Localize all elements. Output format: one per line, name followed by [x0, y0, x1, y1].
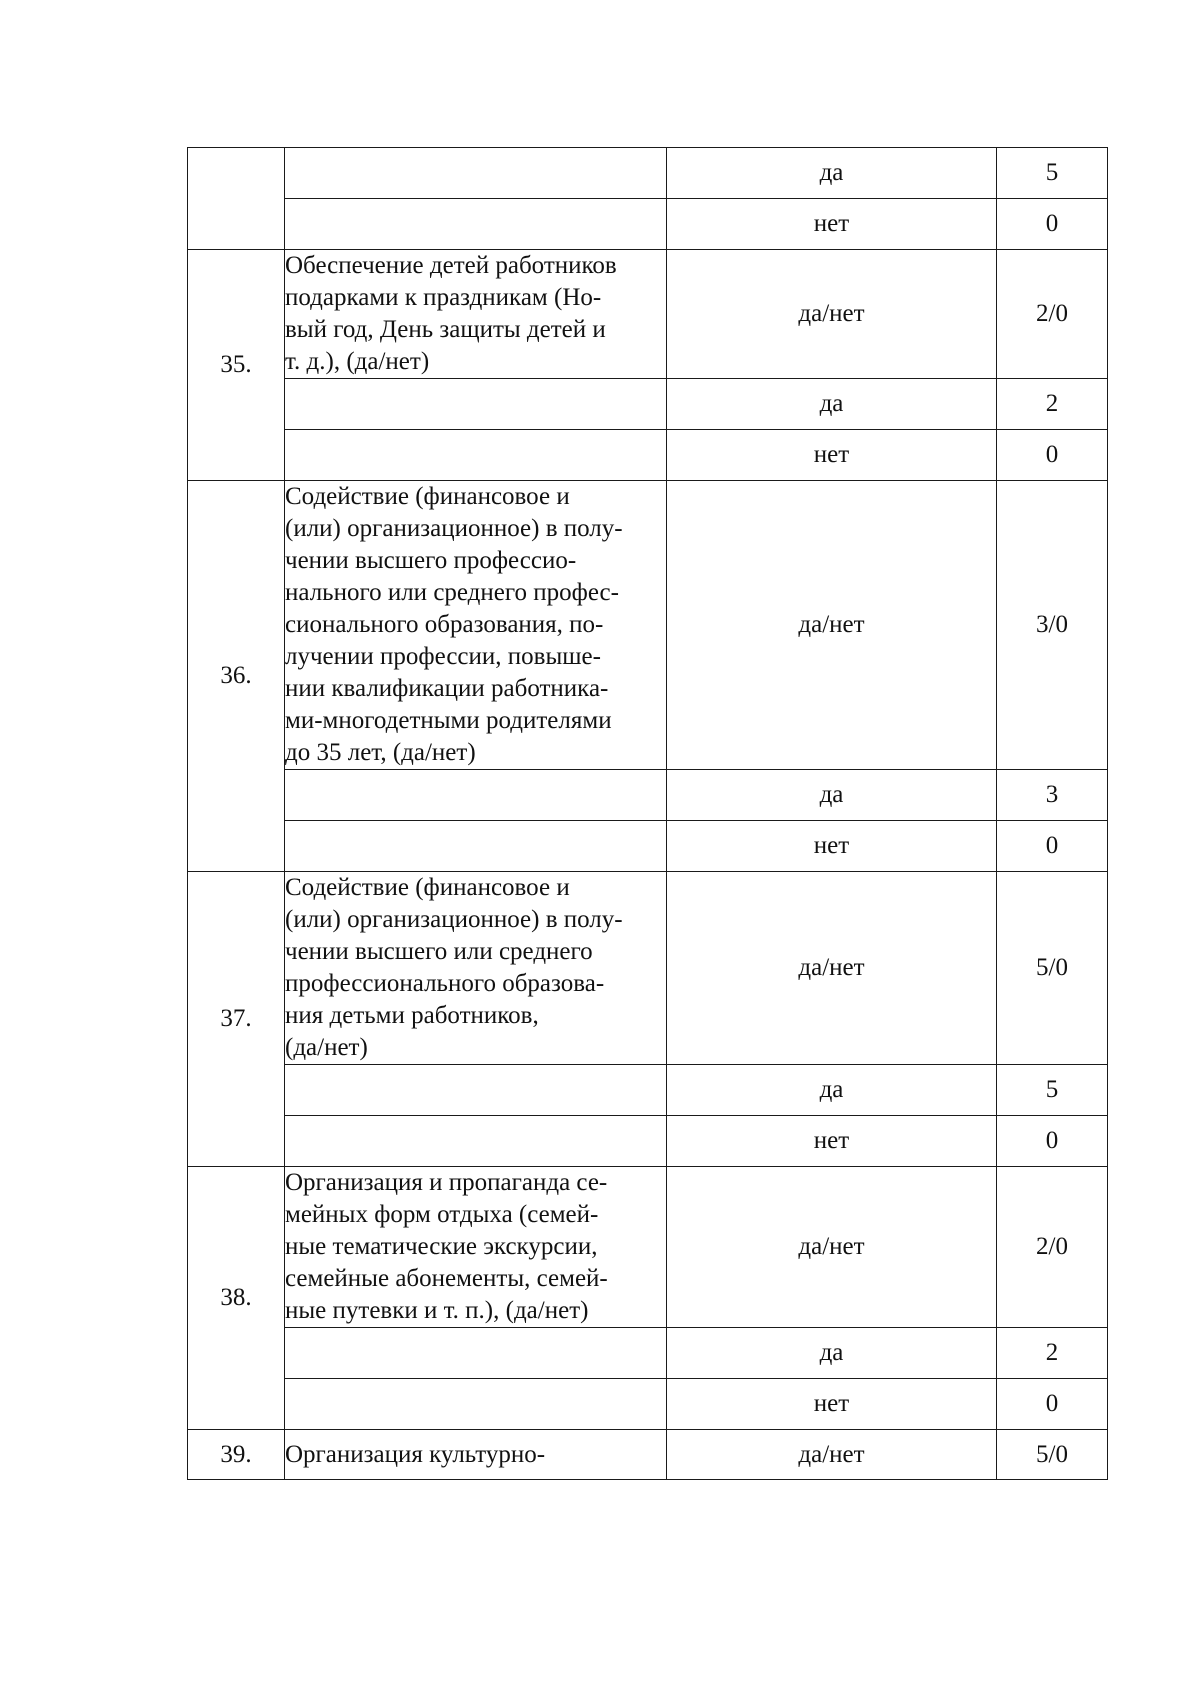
- criterion-line: лучении профессии, повыше-: [285, 643, 601, 670]
- criterion-line: Содействие (финансовое и: [285, 483, 570, 510]
- answer-cell: да/нет: [667, 872, 997, 1065]
- criterion-line: Организация и пропаганда се-: [285, 1169, 608, 1196]
- table-row: [188, 1430, 1108, 1480]
- answer-cell: нет: [667, 1379, 997, 1430]
- item-number: 35.: [188, 250, 285, 481]
- points-cell: 5: [997, 1065, 1108, 1116]
- criterion-line: мейных форм отдыха (семей-: [285, 1201, 599, 1228]
- points-cell: 2: [997, 1328, 1108, 1379]
- points-cell: 3: [997, 770, 1108, 821]
- item-number: 39.: [188, 1430, 285, 1480]
- table-row: [188, 379, 1108, 430]
- number-cell: [188, 148, 285, 250]
- criterion-line: ния детьми работников,: [285, 1002, 539, 1029]
- answer-cell: да: [667, 770, 997, 821]
- table-row: [188, 770, 1108, 821]
- criterion-cell: [285, 379, 667, 430]
- answer-cell: да: [667, 1065, 997, 1116]
- answer-cell: да: [667, 379, 997, 430]
- criterion-line: (или) организационное) в полу-: [285, 515, 623, 542]
- answer-cell: нет: [667, 199, 997, 250]
- criterion-cell: [285, 1116, 667, 1167]
- criterion-line: чении высшего профессио-: [285, 547, 577, 574]
- answer-cell: да: [667, 148, 997, 199]
- answer-cell: да/нет: [667, 1167, 997, 1328]
- criterion-line: профессионального образова-: [285, 970, 605, 997]
- table-row: [188, 1328, 1108, 1379]
- table-row: [188, 148, 1108, 199]
- criterion-cell: [285, 199, 667, 250]
- criterion-cell: [285, 1328, 667, 1379]
- criterion-line: ные тематические экскурсии,: [285, 1233, 598, 1260]
- criterion-text: [285, 872, 667, 1065]
- criterion-text: [285, 250, 667, 379]
- points-cell: 2: [997, 379, 1108, 430]
- answer-cell: нет: [667, 1116, 997, 1167]
- criterion-text: [285, 1430, 667, 1480]
- criterion-line: нального или среднего профес-: [285, 579, 619, 606]
- points-cell: 5: [997, 148, 1108, 199]
- table-row: [188, 481, 1108, 770]
- criterion-line: семейные абонементы, семей-: [285, 1265, 608, 1292]
- table-row: [188, 199, 1108, 250]
- criterion-line: Организация культурно-: [285, 1440, 546, 1468]
- criterion-line: (да/нет): [285, 1034, 368, 1061]
- item-number: 38.: [188, 1167, 285, 1430]
- table-row: [188, 872, 1108, 1065]
- table-row: [188, 430, 1108, 481]
- answer-cell: да/нет: [667, 1430, 997, 1480]
- table-row: [188, 250, 1108, 379]
- criterion-cell: [285, 1379, 667, 1430]
- criterion-line: ные путевки и т. п.), (да/нет): [285, 1297, 589, 1324]
- table-row: [188, 1379, 1108, 1430]
- table-row: [188, 1167, 1108, 1328]
- criterion-line: вый год, День защиты детей и: [285, 316, 606, 343]
- answer-cell: нет: [667, 821, 997, 872]
- table-row: [188, 821, 1108, 872]
- points-cell: 2/0: [997, 1167, 1108, 1328]
- points-cell: 2/0: [997, 250, 1108, 379]
- criterion-cell: [285, 430, 667, 481]
- criterion-line: (или) организационное) в полу-: [285, 906, 623, 933]
- points-cell: 5/0: [997, 1430, 1108, 1480]
- points-cell: 5/0: [997, 872, 1108, 1065]
- criterion-line: чении высшего или среднего: [285, 938, 593, 965]
- points-cell: 0: [997, 1379, 1108, 1430]
- points-cell: 0: [997, 199, 1108, 250]
- criterion-line: сионального образования, по-: [285, 611, 604, 638]
- criterion-cell: [285, 148, 667, 199]
- points-cell: 3/0: [997, 481, 1108, 770]
- criterion-line: т. д.), (да/нет): [285, 348, 430, 375]
- points-cell: 0: [997, 430, 1108, 481]
- answer-cell: да/нет: [667, 250, 997, 379]
- criterion-line: ми-многодетными родителями: [285, 707, 612, 734]
- criterion-line: до 35 лет, (да/нет): [285, 739, 476, 766]
- criterion-line: Обеспечение детей работников: [285, 252, 617, 279]
- table-row: [188, 1116, 1108, 1167]
- points-cell: 0: [997, 1116, 1108, 1167]
- criterion-cell: [285, 821, 667, 872]
- criterion-text: [285, 1167, 667, 1328]
- criterion-cell: [285, 770, 667, 821]
- item-number: 37.: [188, 872, 285, 1167]
- points-cell: 0: [997, 821, 1108, 872]
- criterion-line: Содействие (финансовое и: [285, 874, 570, 901]
- answer-cell: да: [667, 1328, 997, 1379]
- item-number: 36.: [188, 481, 285, 872]
- answer-cell: да/нет: [667, 481, 997, 770]
- criteria-table: [187, 147, 1108, 1480]
- criterion-line: подарками к праздникам (Но-: [285, 284, 602, 311]
- criterion-line: нии квалификации работника-: [285, 675, 609, 702]
- criterion-cell: [285, 1065, 667, 1116]
- table-row: [188, 1065, 1108, 1116]
- criterion-text: [285, 481, 667, 770]
- answer-cell: нет: [667, 430, 997, 481]
